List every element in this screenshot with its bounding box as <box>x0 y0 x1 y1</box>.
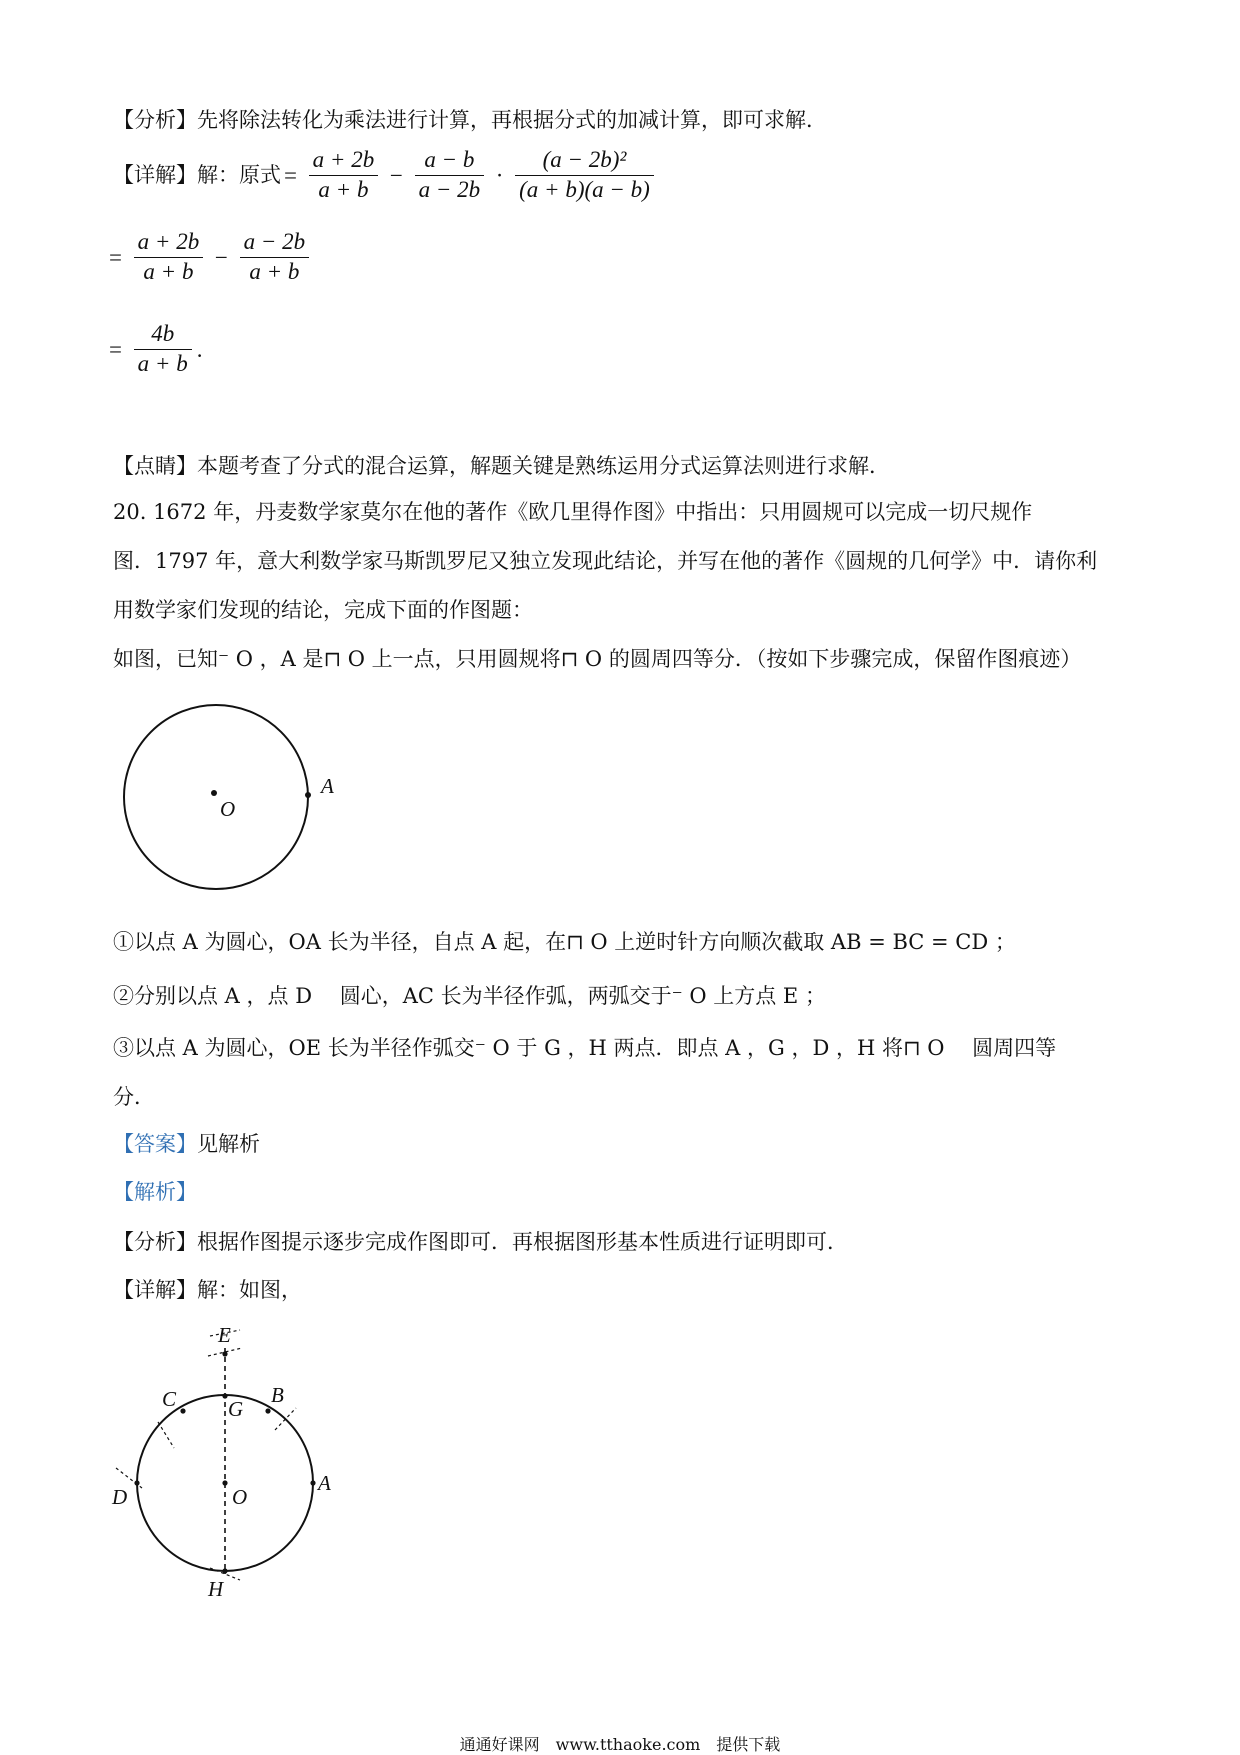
step-1: ①以点 A 为圆心，OA 长为半径，自点 A 起，在⊓ O 上逆时针方向顺次截取 AB = BC = CD ； <box>113 930 1016 954</box>
point-g <box>222 1393 227 1398</box>
step-line-2: = $\frac{a + 2b}{a + b}$ − $\frac{a - 2b}{a + b}$ <box>106 228 311 287</box>
point-o <box>222 1480 227 1485</box>
fraction-5: $\frac{a - 2b}{a + b}$ <box>240 228 310 287</box>
question-20-line-1: 20. 1672 年，丹麦数学家莫尔在他的著作《欧几里得作图》中指出：只用圆规可以完成一切尺规作 <box>113 500 1033 524</box>
point-a <box>305 792 311 798</box>
fraction-2: $\frac{a - b}{a - 2b}$ <box>415 146 485 205</box>
answer-tag: 【答案】 <box>113 1132 197 1156</box>
point-h <box>222 1568 227 1573</box>
analysis-tag: 【解析】 <box>113 1180 197 1204</box>
point-b <box>265 1408 270 1413</box>
point-e <box>222 1351 227 1356</box>
answer-text: 见解析 <box>197 1132 260 1156</box>
step-3-line-2: 分． <box>113 1085 155 1109</box>
question-20-line-3: 用数学家们发现的结论，完成下面的作图题： <box>113 598 533 622</box>
point-a2 <box>310 1480 315 1485</box>
arc-mark-c <box>158 1422 174 1448</box>
footer: 通通好课网 www.tthaoke.com 提供下载 <box>459 1735 781 1754</box>
comment-1: 【点睛】本题考查了分式的混合运算，解题关键是熟练运用分式运算法则进行求解． <box>113 454 890 478</box>
question-20-line-4: 如图，已知⁻ O ，A 是⊓ O 上一点，只用圆规将⊓ O 的圆周四等分．（按如下步骤完成，保留作图痕迹） <box>113 647 1082 671</box>
question-20-line-2: 图．1797 年，意大利数学家马斯凯罗尼又独立发现此结论，并写在他的著作《圆规的几何学》中．请你利 <box>113 549 1098 573</box>
fraction-1: $\frac{a + 2b}{a + b}$ <box>309 146 379 205</box>
detail-2: 【详解】解：如图， <box>113 1278 302 1302</box>
fraction-4: $\frac{a + 2b}{a + b}$ <box>134 228 204 287</box>
step-3-line-1: ③以点 A 为圆心，OE 长为半径作弧交⁻ O 于 G ，H 两点．即点 A ，G ，D ，H 将⊓ O 圆周四等 <box>113 1036 1057 1060</box>
step-line-3: = $\frac{4b}{a + b}$ . <box>106 320 205 379</box>
point-d <box>134 1480 139 1485</box>
label-o2: O <box>232 1485 248 1509</box>
fraction-3: $\frac{\text{(a − 2b)²}}{(a + b)(a - b)}$ <box>515 146 654 205</box>
label-o: O <box>220 797 236 821</box>
fraction-6: $\frac{4b}{a + b}$ <box>134 320 192 379</box>
construction-figure <box>100 1318 380 1608</box>
label-e: E <box>218 1323 231 1347</box>
label-g: G <box>228 1397 244 1421</box>
detail-1-line: 【详解】解：原式 = $\frac{a + 2b}{a + b}$ − $\frac{a - b}{a - 2b}$ · $\frac{\text{(a − 2b)²}}{(a + b)(a - b)}$ <box>113 146 656 205</box>
answer-line <box>113 1130 260 1158</box>
label-c: C <box>162 1387 177 1411</box>
label-h: H <box>208 1577 224 1601</box>
analysis-1: 【分析】先将除法转化为乘法进行计算，再根据分式的加减计算，即可求解． <box>113 108 827 132</box>
label-d: D <box>112 1485 128 1509</box>
detail-1-prefix: 【详解】解：原式 <box>113 163 281 188</box>
label-b: B <box>271 1383 284 1407</box>
analysis-2: 【分析】根据作图提示逐步完成作图即可．再根据图形基本性质进行证明即可． <box>113 1230 848 1254</box>
circle-figure-1 <box>100 690 360 910</box>
step-2: ②分别以点 A ，点 D 圆心，AC 长为半径作弧，两弧交于⁻ O 上方点 E ； <box>113 984 826 1008</box>
point-c <box>180 1408 185 1413</box>
label-a: A <box>321 774 334 798</box>
center-point <box>211 790 217 796</box>
label-a2: A <box>318 1471 331 1495</box>
